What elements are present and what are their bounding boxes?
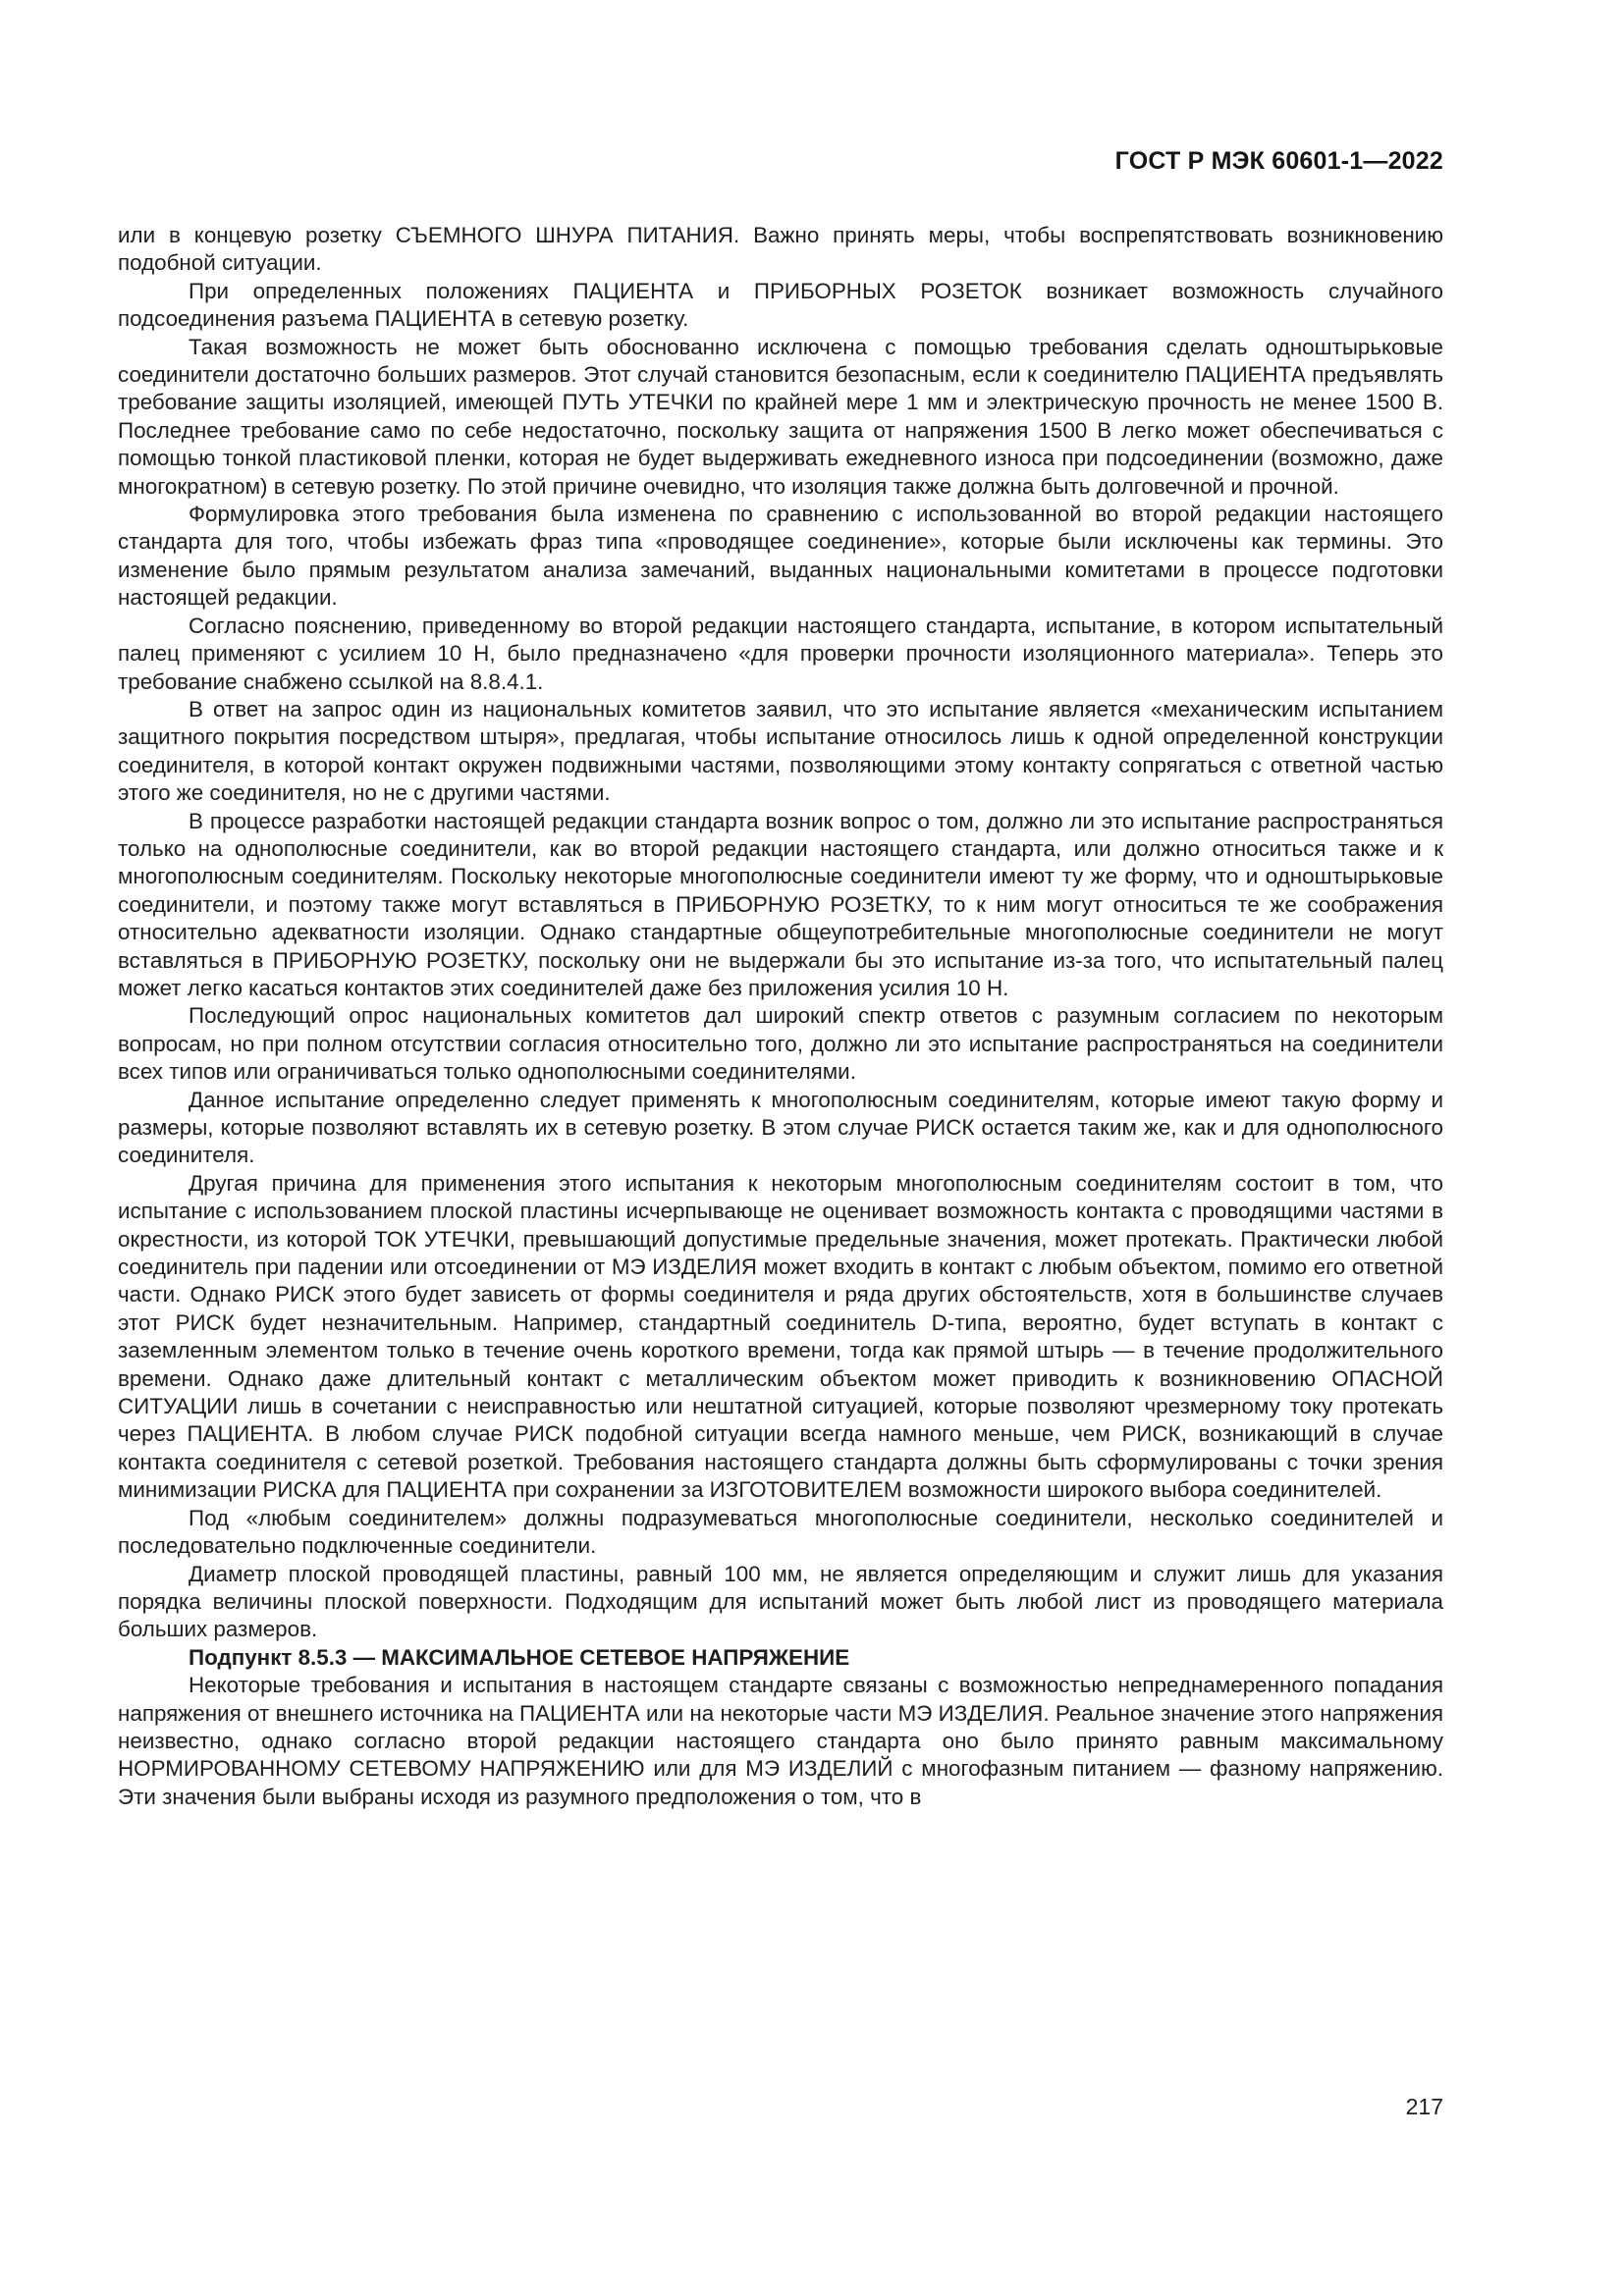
- paragraph: Данное испытание определенно следует применять к многополюсным соединителям, которые имеют такую форму и размеры, которые позволяют вставлять их в сетевую розетку. В этом случае РИСК остается таким же, как и для однополюсного соединителя.: [118, 1087, 1443, 1168]
- section-subheading: Подпункт 8.5.3 — МАКСИМАЛЬНОЕ СЕТЕВОЕ НАПРЯЖЕНИЕ: [189, 1644, 850, 1670]
- paragraph: Последующий опрос национальных комитетов дал широкий спектр ответов с разумным согласием по некоторым вопросам, но при полном отсутствии согласия относительно того, должно ли это испытание распространяться на соединители всех типов или ограничиваться только однополюсными соединителями.: [118, 1003, 1443, 1085]
- paragraph: Диаметр плоской проводящей пластины, равный 100 мм, не является определяющим и служит лишь для указания порядка величины плоской поверхности. Подходящим для испытаний может быть любой лист из проводящего материала больших размеров.: [118, 1561, 1443, 1642]
- page-number: 217: [1405, 2094, 1443, 2119]
- paragraph: В процессе разработки настоящей редакции стандарта возник вопрос о том, должно ли это испытание распространяться только на однополюсные соединители, как во второй редакции настоящего стандарта, или должно относиться также и к многополюсным соединителям. Поскольку некоторые многополюсные соединители имеют ту же форму, что и одноштырьковые соединители, и поэтому также могут вставляться в ПРИБОРНУЮ РОЗЕТКУ, то к ним могут относиться те же соображения относительно адекватности изоляции. Однако стандартные общеупотребительные многополюсные соединители не могут вставляться в ПРИБОРНУЮ РОЗЕТКУ, поскольку они не выдержали бы это испытание из-за того, что испытательный палец может легко касаться контактов этих соединителей даже без приложения усилия 10 Н.: [118, 808, 1443, 1000]
- paragraph: Согласно пояснению, приведенному во второй редакции настоящего стандарта, испытание, в котором испытательный палец применяют с усилием 10 Н, было предназначено «для проверки прочности изоляционного материала». Теперь это требование снабжено ссылкой на 8.8.4.1.: [118, 613, 1443, 694]
- standard-code-header: ГОСТ Р МЭК 60601-1—2022: [1114, 147, 1443, 175]
- paragraph: Другая причина для применения этого испытания к некоторым многополюсным соединителям состоит в том, что испытание с использованием плоской пластины исчерпывающе не оценивает возможность контакта с проводящими частями в окрестности, из которой ТОК УТЕЧКИ, превышающий допустимые предельные значения, может протекать. Практически любой соединитель при падении или отсоединении от МЭ ИЗДЕЛИЯ может входить в контакт с любым объектом, помимо его ответной части. Однако РИСК этого будет зависеть от формы соединителя и ряда других обстоятельств, хотя в большинстве случаев этот РИСК будет незначительным. Например, стандартный соединитель D-типа, вероятно, будет вступать в контакт с заземленным элементом только в течение очень короткого времени, тогда как прямой штырь — в течение продолжительного времени. Однако даже длительный контакт с металлическим объектом может приводить к возникновению ОПАСНОЙ СИТУАЦИИ лишь в сочетании с неисправностью или нештатной ситуацией, которые позволяют чрезмерному току протекать через ПАЦИЕНТА. В любом случае РИСК подобной ситуации всегда намного меньше, чем РИСК, возникающий в случае контакта соединителя с сетевой розеткой. Требования настоящего стандарта должны быть сформулированы с точки зрения минимизации РИСКА для ПАЦИЕНТА при сохранении за ИЗГОТОВИТЕЛЕМ возможности широкого выбора соединителей.: [118, 1170, 1443, 1503]
- paragraph: При определенных положениях ПАЦИЕНТА и ПРИБОРНЫХ РОЗЕТОК возникает возможность случайного подсоединения разъема ПАЦИЕНТА в сетевую розетку.: [118, 278, 1443, 332]
- paragraph: Такая возможность не может быть обоснованно исключена с помощью требования сделать одноштырьковые соединители достаточно больших размеров. Этот случай становится безопасным, если к соединителю ПАЦИЕНТА предъявлять требование защиты изоляцией, имеющей ПУТЬ УТЕЧКИ по крайней мере 1 мм и электрическую прочность не менее 1500 В. Последнее требование само по себе недостаточно, поскольку защита от напряжения 1500 В легко может обеспечиваться с помощью тонкой пластиковой пленки, которая не будет выдерживать ежедневного износа при подсоединении (возможно, даже многократном) в сетевую розетку. По этой причине очевидно, что изоляция также должна быть долговечной и прочной.: [118, 334, 1443, 499]
- paragraph: Под «любым соединителем» должны подразумеваться многополюсные соединители, несколько соединителей и последовательно подключенные соединители.: [118, 1505, 1443, 1559]
- paragraph: В ответ на запрос один из национальных комитетов заявил, что это испытание является «механическим испытанием защитного покрытия посредством штыря», предлагая, чтобы испытание относилось лишь к одной определенной конструкции соединителя, в которой контакт окружен подвижными частями, позволяющими этому контакту сопрягаться с ответной частью этого же соединителя, но не с другими частями.: [118, 696, 1443, 806]
- paragraph-continuation: или в концевую розетку СЪЕМНОГО ШНУРА ПИТАНИЯ. Важно принять меры, чтобы воспрепятствовать возникновению подобной ситуации.: [118, 223, 1443, 276]
- body-text: [118, 222, 1443, 1811]
- paragraph: Некоторые требования и испытания в настоящем стандарте связаны с возможностью непреднамеренного попадания напряжения от внешнего источника на ПАЦИЕНТА или на некоторые части МЭ ИЗДЕЛИЯ. Реальное значение этого напряжения неизвестно, однако согласно второй редакции настоящего стандарта оно было принято равным максимальному НОРМИРОВАННОМУ СЕТЕВОМУ НАПРЯЖЕНИЮ или для МЭ ИЗДЕЛИЙ с многофазным питанием — фазному напряжению. Эти значения были выбраны исходя из разумного предположения о том, что в: [118, 1673, 1443, 1809]
- paragraph: Формулировка этого требования была изменена по сравнению с использованной во второй редакции настоящего стандарта для того, чтобы избежать фраз типа «проводящее соединение», которые были исключены как термины. Это изменение было прямым результатом анализа замечаний, выданных национальными комитетами в процессе подготовки настоящей редакции.: [118, 502, 1443, 611]
